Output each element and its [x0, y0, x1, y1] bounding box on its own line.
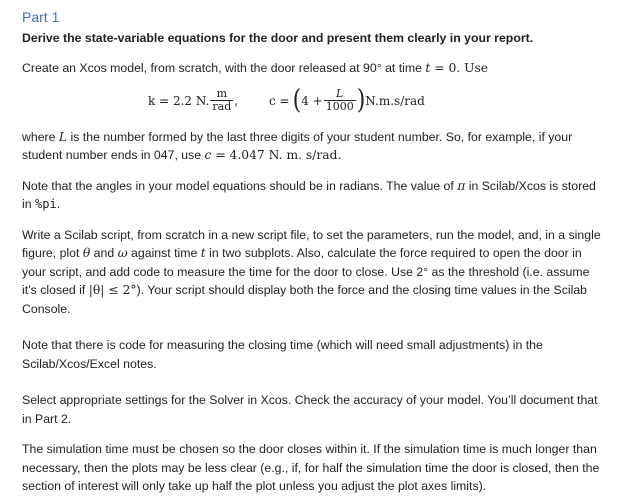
c-close-paren: ) [356, 84, 366, 116]
omega-symbol: ω [117, 246, 128, 260]
k-numerator: m [216, 87, 228, 100]
script-d: ). Your script should display both the force and the closing time values in the Scilab Console. [22, 283, 588, 316]
part-heading: Part 1 [22, 9, 60, 25]
pi-code: %pi [35, 197, 57, 211]
k-lhs: k = 2.2 N. [148, 93, 210, 108]
k-unit-fraction [210, 88, 233, 113]
note1-c: . [56, 197, 61, 211]
intro-paragraph [22, 59, 602, 78]
document-body [22, 8, 602, 496]
c-equation [269, 84, 425, 118]
simulation-paragraph: The simulation time must be chosen so the door closes within it. If the simulation time is much longer than necessary, then the plots may be less clear (e.g., if, for half the simulation time the door is closed, then the section of interest will only take up half the plot unless you adjust the plot axes limits). [22, 442, 600, 493]
equation-row [22, 84, 602, 118]
c-open-paren: ( [292, 84, 302, 116]
pi-symbol: π [457, 178, 466, 193]
where-c-rest: = 4.047 N. m. s/rad. [211, 148, 342, 162]
intro-text: Create an Xcos model, from scratch, with the door released at 90° at time [22, 61, 426, 75]
c-numerator: L [336, 87, 344, 100]
script-a: Write a Scilab script, from scratch in a new script file, to set the parameters, run the model, and, in a single figure, plot [22, 227, 601, 260]
theta-symbol: θ [82, 246, 91, 260]
c-four: 4 + [301, 93, 323, 108]
script-time-variable: t [200, 246, 206, 260]
where-b: is the number formed by the last three digits of your student number. So, for example, if your student number ends in 047, use [22, 129, 573, 162]
c-unit: N.m.s/rad [365, 93, 425, 108]
where-a: where [22, 129, 59, 144]
script-c: in two subplots. Also, calculate the force required to open the door in your script, and add code to measure the time for the door to close. Use 2° as the threshold (i.e. assume it’s closed if [22, 246, 590, 297]
k-equation [148, 84, 238, 118]
script-paragraph [22, 226, 602, 319]
solver-paragraph: Select appropriate settings for the Solver in Xcos. Check the accuracy of your model. You’ll document that in Part 2. [22, 393, 598, 426]
closed-condition: |θ| ≤ 2° [88, 283, 137, 297]
note-radians [22, 177, 602, 214]
where-c-var: c [204, 148, 212, 162]
c-denominator: 1000 [325, 100, 354, 113]
where-paragraph [22, 128, 602, 165]
script-and: and [90, 246, 118, 260]
where-L: L [58, 129, 68, 144]
script-b: against time [127, 246, 201, 260]
k-denominator: rad [212, 100, 232, 113]
bold-instruction: Derive the state-variable equations for the door and present them clearly in your report. [22, 31, 534, 45]
c-fraction [324, 88, 356, 113]
c-lhs: c = [269, 93, 290, 108]
note-closing-time: Note that there is code for measuring the closing time (which will need small adjustments) in the Scilab/Xcos/Excel notes. [22, 338, 543, 371]
note1-b: in Scilab/Xcos is stored in [22, 178, 596, 211]
k-tail: , [234, 93, 239, 108]
time-variable: t [425, 61, 431, 75]
note1-a: Note that the angles in your model equations should be in radians. The value of [22, 178, 458, 193]
intro-eq-zero: = 0. Use [430, 61, 489, 75]
